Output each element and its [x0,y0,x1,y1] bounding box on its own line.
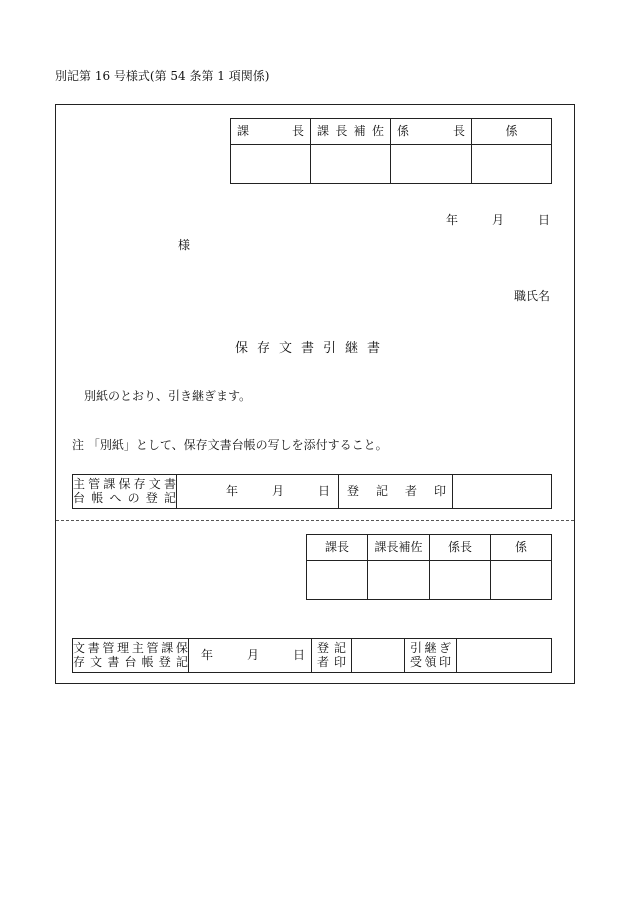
stamp-box[interactable] [491,561,552,600]
registration-table [72,474,552,509]
header-kakarichou: 係長 [430,535,491,561]
body-text: 別紙のとおり、引き継ぎます。 [84,389,252,403]
stamp-box[interactable] [472,145,552,184]
registrar-seal-box[interactable] [453,475,552,509]
registration-date[interactable]: 年 月 日 [177,475,339,509]
cut-line [56,520,574,521]
header-kachou-hosa: 課 長 補 佐 [311,119,391,145]
header-kachou-hosa: 課長補佐 [368,535,430,561]
stamp-box[interactable] [368,561,430,600]
form-number-heading: 別記第 16 号様式(第 54 条第 1 項関係) [55,69,270,83]
approval-table-top [230,118,552,184]
stamp-box[interactable] [311,145,391,184]
header-kachou: 課 長 [231,119,311,145]
header-kakari: 係 [491,535,552,561]
transfer-date[interactable]: 年 月 日 [189,639,312,673]
transfer-table [72,638,552,673]
header-kakari: 係 [472,119,552,145]
registrar-label: 登 記 者 印 [312,639,352,673]
attachment-note: 注 「別紙」として、保存文書台帳の写しを添付すること。 [72,438,388,452]
document-title: 保存文書引継書 [235,341,390,356]
date-line: 年 月 日 [445,213,550,227]
registrar-seal-box[interactable] [352,639,405,673]
receiver-label: 引 継 ぎ 受 領 印 [405,639,457,673]
addressee-honorific: 様 [178,238,191,252]
header-kachou: 課長 [307,535,368,561]
transfer-label: 文 書 管 理 主 管 課 保 存 文 書 台 帳 登 記 [73,639,189,673]
registrar-seal-label: 登 記 者 印 [339,475,453,509]
receiver-seal-box[interactable] [457,639,552,673]
stamp-box[interactable] [391,145,472,184]
stamp-box[interactable] [231,145,311,184]
header-kakarichou: 係 長 [391,119,472,145]
signer-label: 職氏名 [513,289,550,303]
stamp-box[interactable] [307,561,368,600]
registration-label: 主 管 課 保 存 文 書 台 帳 へ の 登 記 [73,475,177,509]
stamp-box[interactable] [430,561,491,600]
approval-table-bottom [306,534,552,600]
